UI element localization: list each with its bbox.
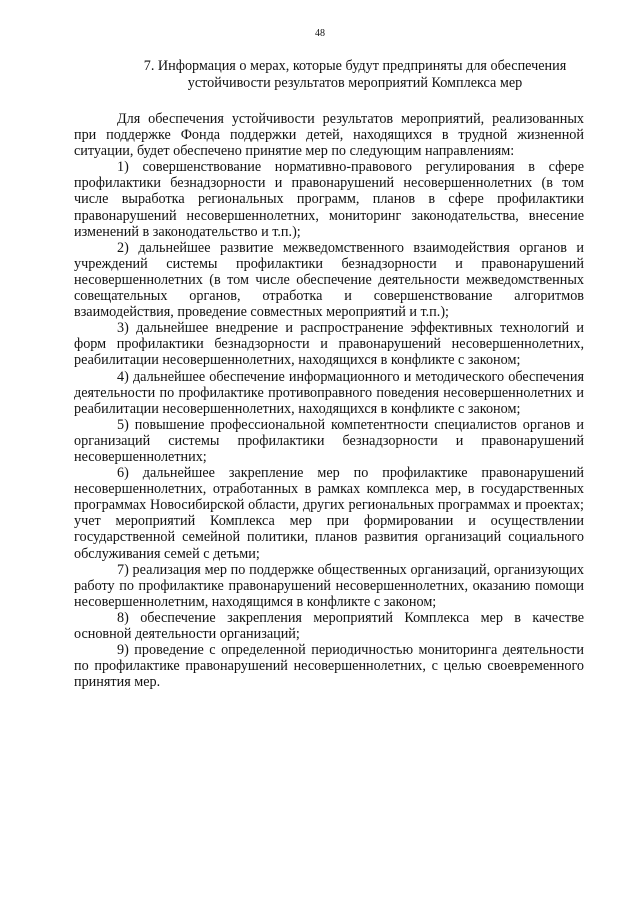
list-item-1: 1) совершенствование нормативно-правового регулирования в сфере профилактики безнадзорности и правонарушений несовершеннолетних (в том числе выработка региональных программ, планов в сфере профилактики правонарушений несовершеннолетних, мониторинг законодательства, внесение изменений в законодательство и т.п.); [74,159,584,240]
section-title [115,58,595,91]
list-item-9: 9) проведение с определенной периодичностью мониторинга деятельности по профилактике правонарушений несовершеннолетних, с целью своевременного принятия мер. [74,642,584,691]
list-item-7: 7) реализация мер по поддержке общественных организаций, организующих работу по профилактике правонарушений несовершеннолетних, оказанию помощи несовершеннолетним, находящимся в конфликте с законом; [74,561,584,610]
list-item-5: 5) повышение профессиональной компетентности специалистов органов и организаций системы профилактики безнадзорности и правонарушений несовершеннолетних; [74,416,584,465]
list-item-6: 6) дальнейшее закрепление мер по профилактике правонарушений несовершеннолетних, отработанных в рамках комплекса мер, в государственных программах Новосибирской области, других региональных программах и проектах; учет мероприятий Комплекса мер при формировании и осуществлении государственной семейной политики, планов развития организаций социального обслуживания семей с детьми; [74,465,584,562]
list-item-8: 8) обеспечение закрепления мероприятий Комплекса мер в качестве основной деятельности организаций; [74,609,584,642]
section-title-line-2: устойчивости результатов мероприятий Комплекса мер [187,74,523,91]
list-item-4: 4) дальнейшее обеспечение информационного и методического обеспечения деятельности по профилактике противоправного поведения несовершеннолетних и реабилитации несовершеннолетних, находящихся в конфликте с законом; [74,368,584,417]
intro-paragraph: Для обеспечения устойчивости результатов мероприятий, реализованных при поддержке Фонда поддержки детей, находящихся в трудной жизненной ситуации, будет обеспечено принятие мер по следующим направлениям: [74,111,584,160]
section-title-line-1: 7. Информация о мерах, которые будут предприняты для обеспечения [143,58,567,74]
document-body [74,111,584,690]
list-item-3: 3) дальнейшее внедрение и распространение эффективных технологий и форм профилактики безнадзорности и правонарушений несовершеннолетних, реабилитации несовершеннолетних, находящихся в конфликте с законом; [74,320,584,369]
list-item-2: 2) дальнейшее развитие межведомственного взаимодействия органов и учреждений системы профилактики безнадзорности и правонарушений несовершеннолетних (в том числе обеспечение деятельности межведомственных совещательных органов, отработка и совершенствование алгоритмов взаимодействия, проведение совместных мероприятий и т.п.); [74,239,584,321]
page-number: 48 [315,28,325,39]
